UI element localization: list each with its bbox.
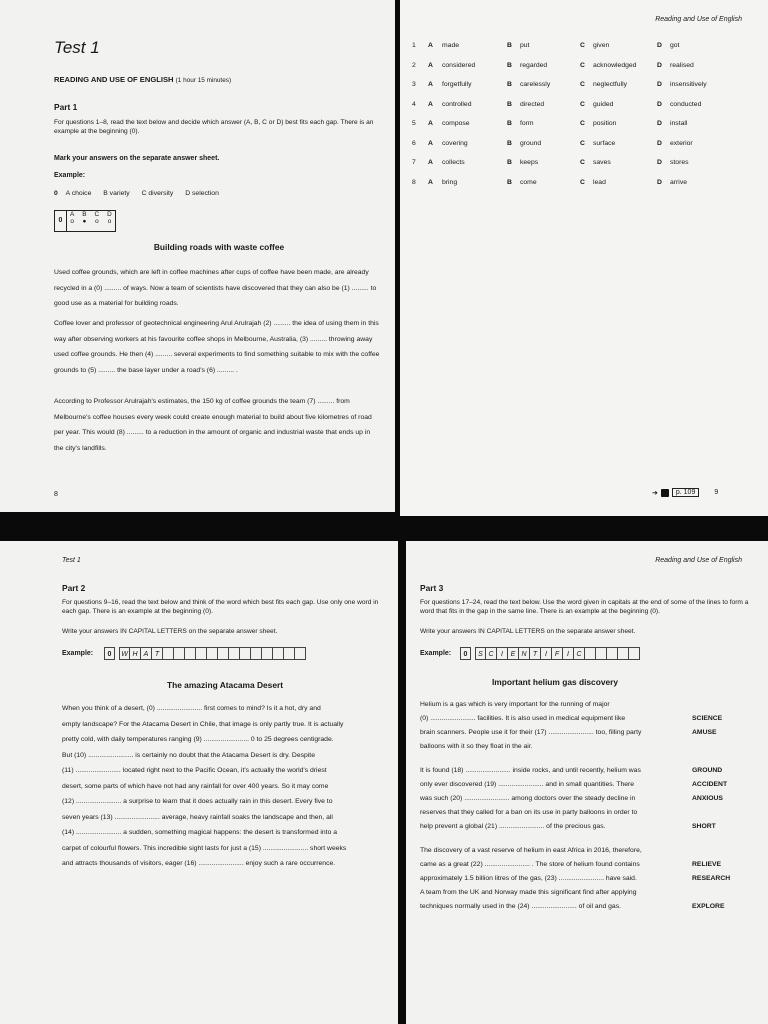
stem-word: ACCIDENT <box>692 781 728 788</box>
option-letter: C <box>580 178 585 186</box>
option-word: made <box>442 42 460 49</box>
paragraph-3: According to Professor Arulrajah's estimates, the 150 kg of coffee grounds the team (7) ......... from Melbourne's coffee houses every week could create enough material to build about five kilometres of road per year. This would (8) ......... to a reduction in the amount of organic and industrial waste that ends up in the city's landfills. <box>54 398 372 452</box>
option-letter: C <box>580 139 585 147</box>
option-letter: A <box>428 159 433 166</box>
text-line: pretty cold, with daily temperatures ranging (9) ........................ 0 to 25 degrees centigrade. <box>62 736 334 743</box>
answer-cell <box>273 647 284 660</box>
option-word: acknowledged <box>593 61 637 69</box>
part-2-heading: Part 2 <box>62 583 86 593</box>
question-number: 1 <box>412 42 416 49</box>
text-line: seven years (13) ........................ average, heavy rainfall soaks the landscape and then, all <box>62 813 333 821</box>
option-word: put <box>520 42 530 49</box>
answer-cell: N <box>519 647 530 660</box>
option-word: keeps <box>520 159 539 166</box>
option-letter: C <box>580 61 585 69</box>
option-letter: B <box>507 81 512 88</box>
answer-cell: A <box>141 647 152 660</box>
stem-word: SHORT <box>692 823 716 830</box>
option-letter: B <box>507 159 512 166</box>
stem-word: SCIENCE <box>692 715 723 722</box>
option-word: bring <box>442 178 458 186</box>
page-10 <box>0 541 398 1024</box>
question-number: 6 <box>412 139 416 147</box>
answer-cell <box>218 647 229 660</box>
answer-cell <box>251 647 262 660</box>
option-word: form <box>520 120 534 127</box>
option-word: surface <box>593 139 616 147</box>
answer-cell <box>207 647 218 660</box>
option-letter: D <box>657 61 662 69</box>
example-cells <box>475 647 640 660</box>
option-letter: B <box>507 120 512 127</box>
option-letter: C <box>580 42 585 49</box>
text-line: It is found (18) ........................ inside rocks, and until recently, helium was <box>420 767 641 774</box>
text-line: (0) ........................ facilities. It is also used in medical equipment like <box>420 715 626 722</box>
part-1-instructions: For questions 1–8, read the text below and decide which answer (A, B, C or D) best fits each gap. There is an example at the beginning (0). <box>54 119 374 135</box>
option-letter: B <box>507 61 512 69</box>
section-heading: READING AND USE OF ENGLISH (1 hour 15 minutes) <box>54 75 232 84</box>
answer-cell: T <box>152 647 163 660</box>
page-9 <box>400 0 768 516</box>
question-number: 4 <box>412 100 416 108</box>
text-line: A team from the UK and Norway made this significant find after applying <box>420 889 637 896</box>
part-3-instructions: For questions 17–24, read the text below. Use the word given in capitals at the end of some of the lines to form a word that fits in the gap in the same line. There is an example at the beginning (0). <box>420 599 749 615</box>
option-letter: A <box>428 61 433 69</box>
mark-note: Mark your answers on the separate answer sheet. <box>54 155 220 162</box>
option-letter: B <box>507 139 512 147</box>
option-word: conducted <box>670 100 702 108</box>
option-word: saves <box>593 159 611 166</box>
example-cells <box>119 647 306 660</box>
text-line: (14) ........................ a sudden, something magical happens: the desert is transformed into a <box>62 829 338 836</box>
answer-cell: I <box>541 647 552 660</box>
question-number: 3 <box>412 81 416 88</box>
answer-cell: C <box>574 647 585 660</box>
running-header: Test 1 <box>62 557 81 564</box>
option-word: controlled <box>442 100 472 108</box>
answer-cell <box>174 647 185 660</box>
text-line: help prevent a global (21) ........................ of the precious gas. <box>420 823 606 830</box>
answer-key-icon <box>661 489 669 497</box>
answer-cell: C <box>486 647 497 660</box>
stem-word: EXPLORE <box>692 903 725 910</box>
question-number: 5 <box>412 120 416 127</box>
answer-cell <box>596 647 607 660</box>
option-letter: A <box>428 120 433 127</box>
text-line: only ever discovered (19) ........................ and in small quantities. There <box>420 781 635 788</box>
answer-cell <box>185 647 196 660</box>
text-title: Building roads with waste coffee <box>153 242 285 252</box>
running-header: Reading and Use of English <box>655 557 742 564</box>
stem-word: GROUND <box>692 767 723 774</box>
text-line: carpet of colourful flowers. This incredible sight lasts for just a (15) ........................ short weeks <box>62 844 347 852</box>
answer-cell: I <box>563 647 574 660</box>
option-letter: A <box>428 178 433 186</box>
option-word: ground <box>520 139 542 147</box>
part-2-instructions: For questions 9–16, read the text below and think of the word which best fits each gap. Use only one word in each gap. There is an example at the beginning (0). <box>62 599 379 615</box>
option-word: stores <box>670 159 689 166</box>
option-word: covering <box>442 139 468 147</box>
answer-cell <box>262 647 273 660</box>
answer-cell <box>618 647 629 660</box>
write-note: Write your answers IN CAPITAL LETTERS on the separate answer sheet. <box>62 628 278 635</box>
text-line: was such (20) ........................ among doctors over the steady decline in <box>420 795 636 802</box>
option-letter: B <box>507 42 512 49</box>
stem-word: ANXIOUS <box>692 795 723 802</box>
option-word: come <box>520 178 537 186</box>
text-line: desert, some parts of which have not had any rainfall for over 400 years. So it may come <box>62 782 329 790</box>
option-word: lead <box>593 178 606 186</box>
question-number: 7 <box>412 159 416 166</box>
option-word: neglectfully <box>593 81 628 88</box>
answer-cell: S <box>475 647 486 660</box>
question-number: 2 <box>412 61 416 69</box>
option-letter: A <box>428 139 433 147</box>
option-letter: D <box>657 81 662 88</box>
answer-cell <box>229 647 240 660</box>
option-letter: C <box>580 81 585 88</box>
text-line: The discovery of a vast reserve of helium in east Africa in 2016, therefore, <box>420 847 642 854</box>
page-reference: ➜ p. 109 9 <box>652 489 719 497</box>
running-header: Reading and Use of English <box>655 16 742 23</box>
option-word: given <box>593 42 610 49</box>
arrow-icon: ➜ <box>652 489 658 497</box>
test-title: Test 1 <box>54 38 100 57</box>
answer-cell <box>295 647 306 660</box>
stem-word: AMUSE <box>692 729 717 736</box>
answer-cell <box>629 647 640 660</box>
answer-cell <box>163 647 174 660</box>
stem-word: RELIEVE <box>692 861 722 868</box>
option-word: exterior <box>670 139 693 147</box>
question-number: 8 <box>412 178 416 186</box>
example-options: 0 A choice B variety C diversity D selection <box>54 190 219 197</box>
stem-word: RESEARCH <box>692 875 731 882</box>
option-letter: D <box>657 120 662 127</box>
text-line: approximately 1.5 billion litres of the gas, (23) ........................ have said. <box>420 875 637 882</box>
example-row: Example: 0 W H A T <box>62 647 306 660</box>
answer-cell <box>196 647 207 660</box>
text-line: balloons with it so they float in the air. <box>420 743 533 750</box>
example-answer-box: 0 A o B ● C o D o <box>54 210 116 232</box>
option-letter: D <box>657 100 662 108</box>
paragraph-2: Coffee lover and professor of geotechnical engineering Arul Arulrajah (2) ......... the idea of using them in this way after observing workers at his favourite coffee shops in Melbourne, Australia, (3) ......... throwing away used coffee grounds. He then (4) ......... several experiments to find something suitable to mix with the coffee grounds to (5) ......... the base layer under a road's (6) ......... . <box>54 320 380 374</box>
page-number: 8 <box>54 491 58 498</box>
answer-cell: I <box>497 647 508 660</box>
page-8 <box>0 0 395 512</box>
text-line: reserves that they called for a ban on its use in party balloons in order to <box>420 809 638 816</box>
answer-cell: E <box>508 647 519 660</box>
text-line: empty landscape? For the Atacama Desert in Chile, that image is only partly true. It is actually <box>62 720 344 728</box>
option-word: regarded <box>520 61 548 69</box>
example-label: Example: <box>54 172 86 179</box>
answer-cell <box>585 647 596 660</box>
example-row: Example: 0 S C I E N T I F I C <box>420 647 640 660</box>
option-word: collects <box>442 159 465 166</box>
option-word: got <box>670 42 680 49</box>
option-letter: C <box>580 159 585 166</box>
answer-cell <box>240 647 251 660</box>
option-letter: D <box>657 139 662 147</box>
text-line: techniques normally used in the (24) ........................ of oil and gas. <box>420 903 621 910</box>
option-letter: A <box>428 42 433 49</box>
option-letter: D <box>657 178 662 186</box>
option-letter: B <box>507 100 512 108</box>
page-11 <box>406 541 768 1024</box>
answer-cell <box>607 647 618 660</box>
part-1-heading: Part 1 <box>54 102 78 112</box>
option-word: insensitively <box>670 81 707 88</box>
option-letter: D <box>657 159 662 166</box>
answer-cell: W <box>119 647 130 660</box>
text-line: and attracts thousands of visitors, eager (16) ........................ enjoy such a rare occurrence. <box>62 860 336 867</box>
option-word: compose <box>442 120 470 127</box>
option-word: guided <box>593 100 614 108</box>
option-letter: A <box>428 100 433 108</box>
write-note: Write your answers IN CAPITAL LETTERS on the separate answer sheet. <box>420 628 636 635</box>
text-title: The amazing Atacama Desert <box>166 680 284 690</box>
option-letter: C <box>580 120 585 127</box>
answer-cell: T <box>530 647 541 660</box>
text-line: brain scanners. People use it for their (17) ........................ too, filling party <box>420 729 642 736</box>
option-word: considered <box>442 61 476 69</box>
option-word: directed <box>520 100 545 108</box>
option-word: position <box>593 120 617 127</box>
option-word: realised <box>670 61 694 69</box>
text-line: When you think of a desert, (0) ........................ first comes to mind? Is it a hot, dry and <box>62 705 321 712</box>
option-letter: B <box>507 178 512 186</box>
option-word: carelessly <box>520 81 551 88</box>
text-title: Important helium gas discovery <box>491 677 619 687</box>
option-word: arrive <box>670 178 687 186</box>
option-letter: A <box>428 81 433 88</box>
text-body <box>62 701 388 872</box>
option-word: install <box>670 120 688 127</box>
text-line: (12) ........................ a surprise to learn that it does actually rain in this desert. Every five to <box>62 798 333 805</box>
part-3-heading: Part 3 <box>420 583 444 593</box>
answer-cell: H <box>130 647 141 660</box>
text-line: (11) ........................ located right next to the Pacific Ocean, it's actually the world's driest <box>62 767 327 774</box>
answer-cell: F <box>552 647 563 660</box>
text-line: Helium is a gas which is very important for the running of major <box>420 701 610 708</box>
text-line: came as a great (22) ........................ . The store of helium found contains <box>420 861 640 868</box>
paragraph-1: Used coffee grounds, which are left in coffee machines after cups of coffee have been made, are already recycled in a (0) ......... of ways. Now a team of scientists have discovered that they can also be (1) ......... to good use as a material for building roads. <box>54 269 377 307</box>
option-word: forgetfully <box>442 81 472 88</box>
option-letter: D <box>657 42 662 49</box>
text-line: But (10) ........................ is certainly no doubt that the Atacama Desert is dry. Despite <box>62 751 315 759</box>
answer-cell <box>284 647 295 660</box>
option-letter: C <box>580 100 585 108</box>
